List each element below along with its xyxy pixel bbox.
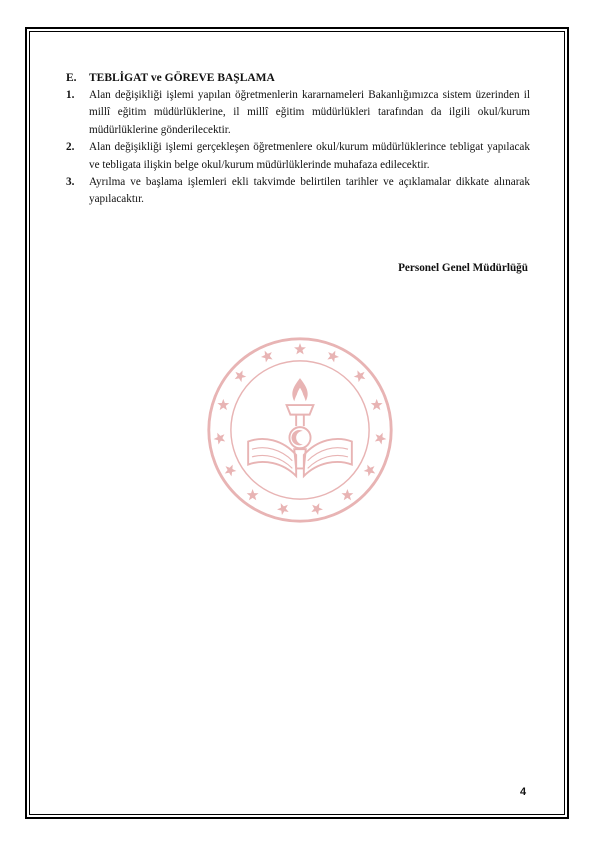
seal-star-icon xyxy=(235,370,247,382)
seal-star-icon xyxy=(371,399,383,410)
seal-star-icon xyxy=(214,433,226,445)
seal-star-icon xyxy=(261,351,273,363)
seal-star-icon xyxy=(341,489,353,500)
section-title: TEBLİGAT ve GÖREVE BAŞLAMA xyxy=(89,72,275,84)
section-heading xyxy=(66,72,275,84)
list-item xyxy=(66,87,530,139)
seal-star-icon xyxy=(375,433,387,445)
seal-star-icon xyxy=(311,503,323,515)
seal-star-icon xyxy=(217,399,229,410)
item-number: 3. xyxy=(66,176,75,189)
seal-star-icon xyxy=(294,343,306,354)
seal-star-icon xyxy=(354,370,366,382)
item-number: 1. xyxy=(66,89,75,101)
item-text: Ayrılma ve başlama işlemleri ekli takvimde belirtilen tarihler ve açıklamalar dikkate alınarak yapılacaktır. xyxy=(89,176,530,206)
ministry-seal-icon xyxy=(204,334,396,526)
signature: Personel Genel Müdürlüğü xyxy=(398,262,528,274)
list-item xyxy=(66,139,530,174)
section-letter: E. xyxy=(66,72,77,84)
item-text: Alan değişikliği işlemi gerçekleşen öğretmenlere okul/kurum müdürlüklerince tebligat yapılacak ve tebligata ilişkin belge okul/kurum müdürlüklerinde muhafaza edilecektir. xyxy=(89,141,530,171)
list-item xyxy=(66,174,530,209)
item-list xyxy=(66,87,530,209)
item-text: Alan değişikliği işlemi yapılan öğretmenlerin kararnameleri Bakanlığımızca sistem üzerinden il millî eğitim müdürlüklerine, il millî eğitim müdürlükleri tarafından da ilgili okul/kurum müdürlüklerine gönderilecektir. xyxy=(89,89,530,136)
seal-star-icon xyxy=(247,489,259,500)
item-number: 2. xyxy=(66,141,75,154)
seal-star-icon xyxy=(277,503,289,515)
seal-star-icon xyxy=(225,465,237,477)
seal-star-icon xyxy=(327,351,339,363)
page-number: 4 xyxy=(520,786,527,798)
seal-star-icon xyxy=(364,465,376,477)
